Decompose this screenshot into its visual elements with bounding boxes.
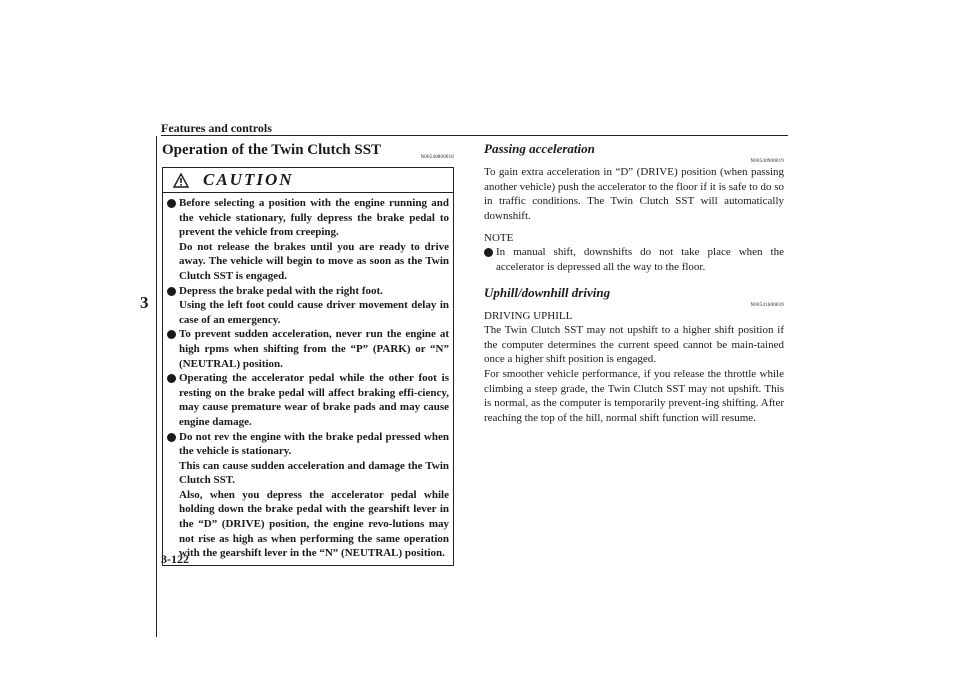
passing-title: Passing acceleration — [484, 141, 595, 156]
uphill-paragraph: The Twin Clutch SST may not upshift to a higher shift position if the computer determines the current speed cannot be main-tained once a higher shift position is engaged. — [484, 324, 784, 366]
caution-label: CAUTION — [203, 170, 294, 189]
header-rule — [161, 135, 788, 136]
page-number: 3-122 — [161, 552, 189, 566]
bullet-icon — [167, 433, 176, 442]
bullet-icon — [484, 248, 493, 257]
note-label: NOTE — [484, 232, 514, 245]
warning-triangle-icon — [173, 173, 189, 188]
right-column — [484, 141, 784, 425]
caution-text: To prevent sudden acceleration, never run the engine at high rpms when shifting from the “P” (PARK) or “N” (NEUTRAL) position. — [179, 328, 449, 370]
uphill-title: Uphill/downhill driving — [484, 284, 611, 300]
left-column — [162, 141, 462, 566]
uphill-code: N00541600039 — [750, 302, 784, 308]
uphill-paragraph: For smoother vehicle performance, if you release the throttle while climbing a steep grade, the Twin Clutch SST may not upshift. This is normal, as the computer is temporarily prevent-ing shifting. After reaching the top of the hill, normal shift function will resume. — [484, 367, 784, 424]
caution-item — [167, 327, 449, 371]
caution-list — [167, 196, 449, 561]
caution-text: Using the left foot could cause driver movement delay in case of an emergency. — [179, 299, 449, 326]
section-title: Operation of the Twin Clutch SST — [162, 142, 382, 158]
caution-text: Before selecting a position with the engine running and the vehicle stationary, fully depress the brake pedal to prevent the vehicle from creeping. — [179, 197, 449, 239]
bullet-icon — [167, 287, 176, 296]
caution-item — [167, 196, 449, 284]
bullet-icon — [167, 374, 176, 383]
passing-body: To gain extra acceleration in “D” (DRIVE) position (when passing another vehicle) push the accelerator to the floor if it is safe to do so in traffic conditions. The Twin Clutch SST will automatically downshift. — [484, 166, 784, 222]
bullet-icon — [167, 330, 176, 339]
passing-code: N00540900019 — [750, 159, 784, 164]
uphill-heading: DRIVING UPHILL — [484, 309, 573, 322]
caution-text: Operating the accelerator pedal while the other foot is resting on the brake pedal will affect braking effi-ciency, may cause premature wear of brake pads and may cause engine damage. — [179, 372, 449, 428]
caution-text: Do not rev the engine with the brake pedal pressed when the vehicle is stationary. — [179, 430, 449, 458]
chapter-margin-line — [156, 136, 157, 637]
note-item — [484, 245, 784, 274]
caution-text: This can cause sudden acceleration and damage the Twin Clutch SST. — [179, 459, 449, 487]
caution-text: Also, when you depress the accelerator pedal while holding down the brake pedal with the gearshift lever in the “D” (DRIVE) position, the engine revo-lutions may not rise as high as when performing the same operation with the gearshift lever in the “N” (NEUTRAL) position. — [179, 488, 449, 560]
note-text: In manual shift, downshifts do not take place when the accelerator is depressed all the way to the floor. — [496, 246, 784, 273]
caution-text: Depress the brake pedal with the right foot. — [179, 284, 383, 297]
running-header: Features and controls — [161, 121, 272, 135]
caution-item — [167, 284, 449, 328]
caution-header — [163, 170, 453, 193]
caution-box — [162, 167, 454, 566]
bullet-icon — [167, 199, 176, 208]
section-code: N00540800018 — [420, 155, 454, 160]
caution-item — [167, 430, 449, 561]
chapter-tab: 3 — [140, 293, 149, 312]
caution-text: Do not release the brakes until you are ready to drive away. The vehicle will begin to move as soon as the Twin Clutch SST is engaged. — [179, 240, 449, 282]
caution-item — [167, 371, 449, 429]
